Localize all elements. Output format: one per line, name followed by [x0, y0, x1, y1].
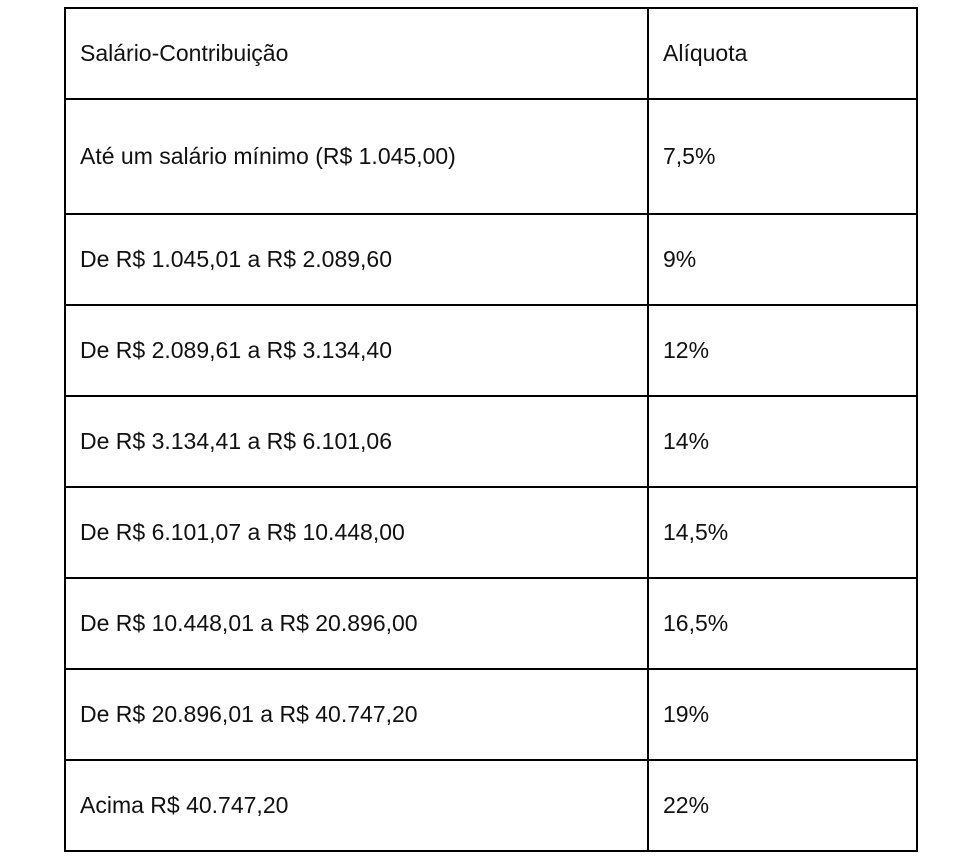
table-row [65, 214, 917, 305]
rate-cell: 7,5% [648, 99, 917, 214]
rate-cell: 19% [648, 669, 917, 760]
table-row [65, 760, 917, 851]
table-row [65, 487, 917, 578]
table-row [65, 305, 917, 396]
header-rate: Alíquota [648, 8, 917, 99]
contribution-rate-table [64, 7, 918, 852]
table-row [65, 396, 917, 487]
rate-cell: 16,5% [648, 578, 917, 669]
salary-range-cell: Até um salário mínimo (R$ 1.045,00) [65, 99, 648, 214]
salary-range-cell: De R$ 6.101,07 a R$ 10.448,00 [65, 487, 648, 578]
salary-range-cell: De R$ 3.134,41 a R$ 6.101,06 [65, 396, 648, 487]
rate-cell: 9% [648, 214, 917, 305]
salary-range-cell: De R$ 1.045,01 a R$ 2.089,60 [65, 214, 648, 305]
rate-cell: 22% [648, 760, 917, 851]
header-salary-contribution: Salário-Contribuição [65, 8, 648, 99]
salary-range-cell: Acima R$ 40.747,20 [65, 760, 648, 851]
rate-cell: 14,5% [648, 487, 917, 578]
rate-cell: 14% [648, 396, 917, 487]
rate-cell: 12% [648, 305, 917, 396]
salary-range-cell: De R$ 10.448,01 a R$ 20.896,00 [65, 578, 648, 669]
table-row [65, 578, 917, 669]
table-row [65, 99, 917, 214]
table-row [65, 669, 917, 760]
table-header-row [65, 8, 917, 99]
salary-range-cell: De R$ 20.896,01 a R$ 40.747,20 [65, 669, 648, 760]
salary-range-cell: De R$ 2.089,61 a R$ 3.134,40 [65, 305, 648, 396]
